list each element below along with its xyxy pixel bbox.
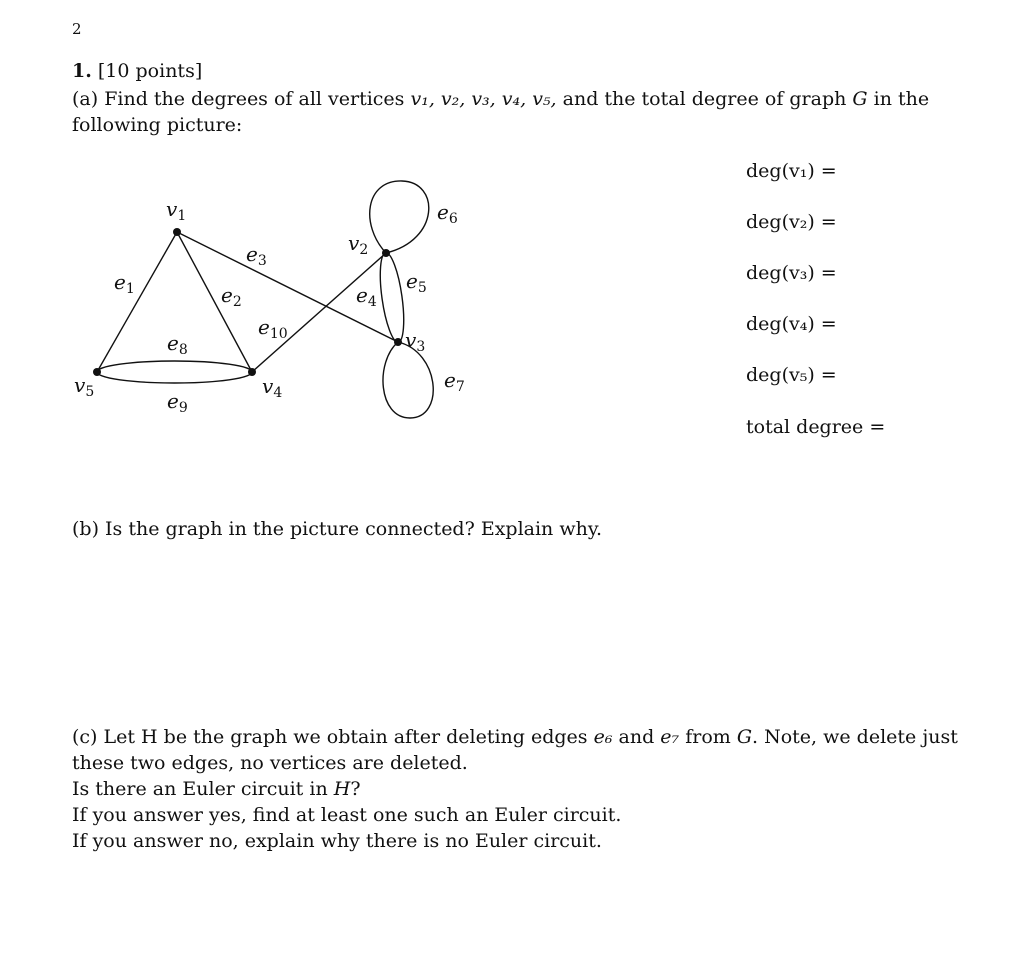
label-e1: $e_1$ [114,270,135,297]
part-c-line-4: If you answer yes, find at least one such an Euler circuit. [72,804,622,826]
edge-e7-loop [383,342,433,418]
part-c-from: from [685,726,731,748]
part-c-g: G [736,726,753,748]
part-b: (b) Is the graph in the picture connected? Explain why. [72,518,603,540]
part-a-line-1 [72,86,929,112]
edge-e8-e9 [97,361,252,383]
question-points: [10 points] [97,60,203,82]
vertex-v5 [93,368,101,376]
part-c-e7: e₇ [660,726,680,748]
vertex-v2 [382,249,390,257]
label-v3: $v_3$ [405,328,426,355]
label-v1: $v_1$ [166,197,187,224]
deg-v2: deg(v₂) = [746,211,837,233]
deg-v5: deg(v₅) = [746,364,837,386]
part-a-line-2: following picture: [72,114,243,136]
part-c-h: H [333,778,351,800]
part-c-line-5: If you answer no, explain why there is no Euler circuit. [72,830,602,852]
question-heading [72,60,202,82]
label-v2: $v_2$ [348,231,369,258]
label-e3: $e_3$ [246,242,267,269]
label-e10: $e_{10}$ [258,315,288,342]
graph-figure [60,170,500,430]
label-e2: $e_2$ [221,283,242,310]
deg-v1: deg(v₁) = [746,160,837,182]
edge-e10 [252,253,386,372]
part-c-pre: (c) Let H be the graph we obtain after deleting edges [72,726,588,748]
total-degree: total degree = [746,416,886,438]
part-c-line-2: these two edges, no vertices are deleted. [72,752,468,774]
vertex-v4 [248,368,256,376]
part-a-tail: and the total degree of graph [562,88,847,110]
label-e8: $e_8$ [167,331,188,358]
part-c-line-1 [72,724,958,750]
edge-e4-e5 [376,252,408,344]
part-a-end: in the [873,88,930,110]
vertex-v1 [173,228,181,236]
label-e9: $e_9$ [167,389,188,416]
deg-v4: deg(v₄) = [746,313,837,335]
question-number: 1. [72,60,92,82]
part-a-graph-name: G [852,88,868,110]
vertex-v3 [394,338,402,346]
label-v5: $v_5$ [74,373,95,400]
label-e5: $e_5$ [406,269,427,296]
part-a-vertices: v₁, v₂, v₃, v₄, v₅, [410,88,557,110]
deg-v3: deg(v₃) = [746,262,837,284]
edge-e6-loop [370,181,429,253]
part-c-post: . Note, we delete just [752,726,958,748]
page-number: 2 [72,20,82,38]
edge-e1 [97,232,177,372]
part-c-line3-post: ? [350,778,361,800]
part-c-and: and [618,726,655,748]
label-e7: $e_7$ [444,368,465,395]
label-e6: $e_6$ [437,200,458,227]
part-c-e6: e₆ [593,726,613,748]
part-c-line-3 [72,776,361,802]
label-e4: $e_4$ [356,283,377,310]
part-a-text: (a) Find the degrees of all vertices [72,88,405,110]
part-c-line3-pre: Is there an Euler circuit in [72,778,328,800]
label-v4: $v_4$ [262,374,283,401]
